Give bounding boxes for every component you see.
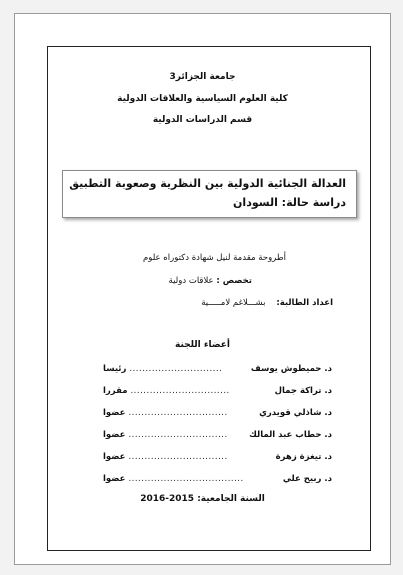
department-name: قسم الدراسات الدولية (152, 115, 253, 125)
member-role: رئيسا (103, 364, 127, 374)
student-name: بشـــلاغم لامـــــية (201, 298, 266, 308)
member-role: عضوا (103, 474, 126, 484)
committee-members-list (103, 364, 332, 496)
member-name: د. تيغزة زهرة (275, 452, 332, 462)
member-role: عضوا (103, 430, 126, 440)
committee-member (103, 452, 332, 474)
prepared-by (201, 298, 333, 308)
committee-member (103, 364, 332, 386)
academic-year: السنة الجامعية: 2015-2016 (140, 494, 265, 504)
member-name: د. تراكة جمال (274, 386, 332, 396)
faculty-name: كلية العلوم السياسية والعلاقات الدولية (117, 94, 288, 104)
prepared-by-label: اعداد الطالبة: (276, 298, 333, 308)
document-page (14, 13, 391, 565)
member-role: عضوا (103, 408, 126, 418)
university-name: جامعة الجزائر3 (169, 72, 236, 82)
member-dots: ............................... (128, 452, 228, 462)
member-name: د. ربيح علي (282, 474, 332, 484)
member-role: مقررا (103, 386, 128, 396)
thesis-title-line-2: دراسة حالة: السودان (233, 196, 346, 209)
thesis-title-line-1: العدالة الجنائية الدولية بين النظرية وصعوبة التطبيق (69, 177, 346, 190)
member-dots: .................................... (128, 474, 244, 484)
committee-title: أعضاء اللجنة (175, 340, 230, 350)
member-dots: ............................... (128, 408, 228, 418)
committee-member (103, 408, 332, 430)
committee-member (103, 474, 332, 496)
committee-member (103, 430, 332, 452)
specialization (169, 276, 252, 286)
specialization-value: علاقات دولية (168, 276, 214, 286)
committee-member (103, 386, 332, 408)
thesis-note: أطروحة مقدمة لنيل شهادة دكتوراه علوم (143, 253, 286, 263)
member-role: عضوا (103, 452, 126, 462)
member-dots: ............................... (128, 430, 228, 440)
thesis-title-box (62, 170, 357, 218)
member-name: د. حطاب عبد المالك (249, 430, 332, 440)
member-name: د. حميطوش يوسف (250, 364, 332, 374)
member-dots: ............................... (130, 386, 230, 396)
specialization-label: تخصص : (216, 276, 252, 286)
member-name: د. شاذلي قويدري (259, 408, 332, 418)
member-dots: ............................. (129, 364, 223, 374)
